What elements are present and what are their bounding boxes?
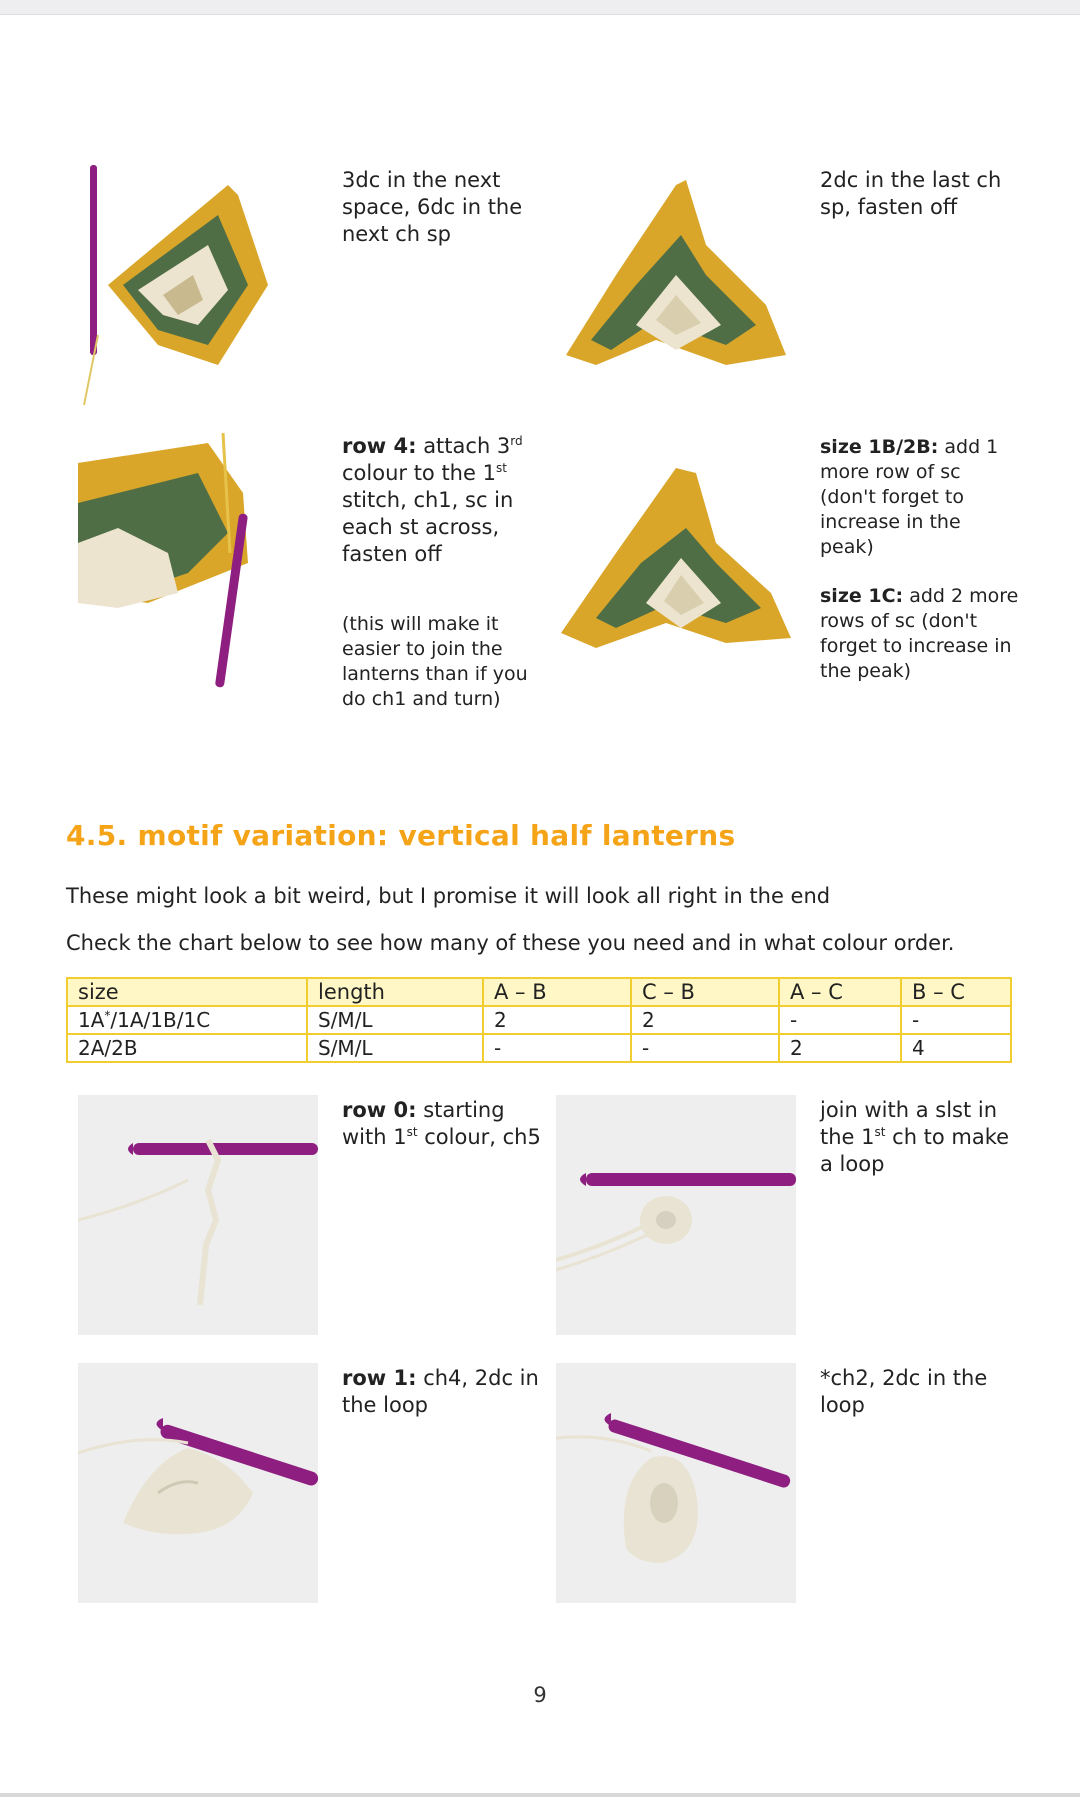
caption-row1: row 1: ch4, 2dc in the loop (342, 1366, 539, 1417)
photo-half-lantern-finished (556, 165, 796, 405)
page-number: 9 (533, 1683, 547, 1707)
photo-row1 (78, 1363, 318, 1603)
cell-c-b: 2 (631, 1006, 779, 1034)
cell-size: 2A/2B (67, 1034, 307, 1062)
header-b-c: B – C (901, 978, 1011, 1006)
photo-half-lantern-hook (78, 165, 318, 405)
caption-row4-note: (this will make it easier to join the lanterns than if you do ch1 and turn) (342, 613, 528, 710)
caption-row4: row 4: attach 3rd colour to the 1st stitch, ch1, sc in each st across, fasten off (342, 434, 523, 566)
header-a-c: A – C (779, 978, 901, 1006)
photo-row4-edge (78, 433, 278, 688)
cell-a-b: 2 (483, 1006, 631, 1034)
cell-c-b: - (631, 1034, 779, 1062)
cell-a-c: - (779, 1006, 901, 1034)
cell-b-c: - (901, 1006, 1011, 1034)
photo-loop-join (556, 1095, 796, 1335)
caption-row0: row 0: starting with 1st colour, ch5 (342, 1098, 541, 1149)
cell-a-b: - (483, 1034, 631, 1062)
viewer-top-bar (0, 0, 1080, 15)
caption-join-loop: join with a slst in the 1st ch to make a loop (820, 1098, 1010, 1176)
section-heading: 4.5. motif variation: vertical half lanterns (66, 819, 736, 852)
caption-size-variants: size 1B/2B: add 1 more row of sc (don't forget to increase in the peak) size 1C: add 2 more rows of sc (don't forget to increase in the peak) (820, 436, 1019, 682)
cell-length: S/M/L (307, 1006, 483, 1034)
photo-extra-sc-rows (556, 433, 796, 673)
caption-3dc-6dc: 3dc in the next space, 6dc in the next ch sp (342, 168, 523, 246)
header-c-b: C – B (631, 978, 779, 1006)
cell-b-c: 4 (901, 1034, 1011, 1062)
header-size: size (67, 978, 307, 1006)
colour-order-table (66, 977, 1012, 1063)
header-length: length (307, 978, 483, 1006)
intro-paragraph: These might look a bit weird, but I promise it will look all right in the end (66, 884, 831, 908)
table-row (67, 1034, 1011, 1062)
caption-ch2: *ch2, 2dc in the loop (820, 1366, 988, 1417)
header-a-b: A – B (483, 978, 631, 1006)
photo-chain5 (78, 1095, 318, 1335)
cell-size: 1A*/1A/1B/1C (67, 1006, 307, 1034)
table-header-row (67, 978, 1011, 1006)
document-page (0, 15, 1080, 1793)
caption-2dc-fasten: 2dc in the last ch sp, fasten off (820, 168, 1002, 219)
table-row (67, 1006, 1011, 1034)
photo-ch2-2dc (556, 1363, 796, 1603)
cell-a-c: 2 (779, 1034, 901, 1062)
chart-instruction: Check the chart below to see how many of these you need and in what colour order. (66, 931, 955, 955)
cell-length: S/M/L (307, 1034, 483, 1062)
